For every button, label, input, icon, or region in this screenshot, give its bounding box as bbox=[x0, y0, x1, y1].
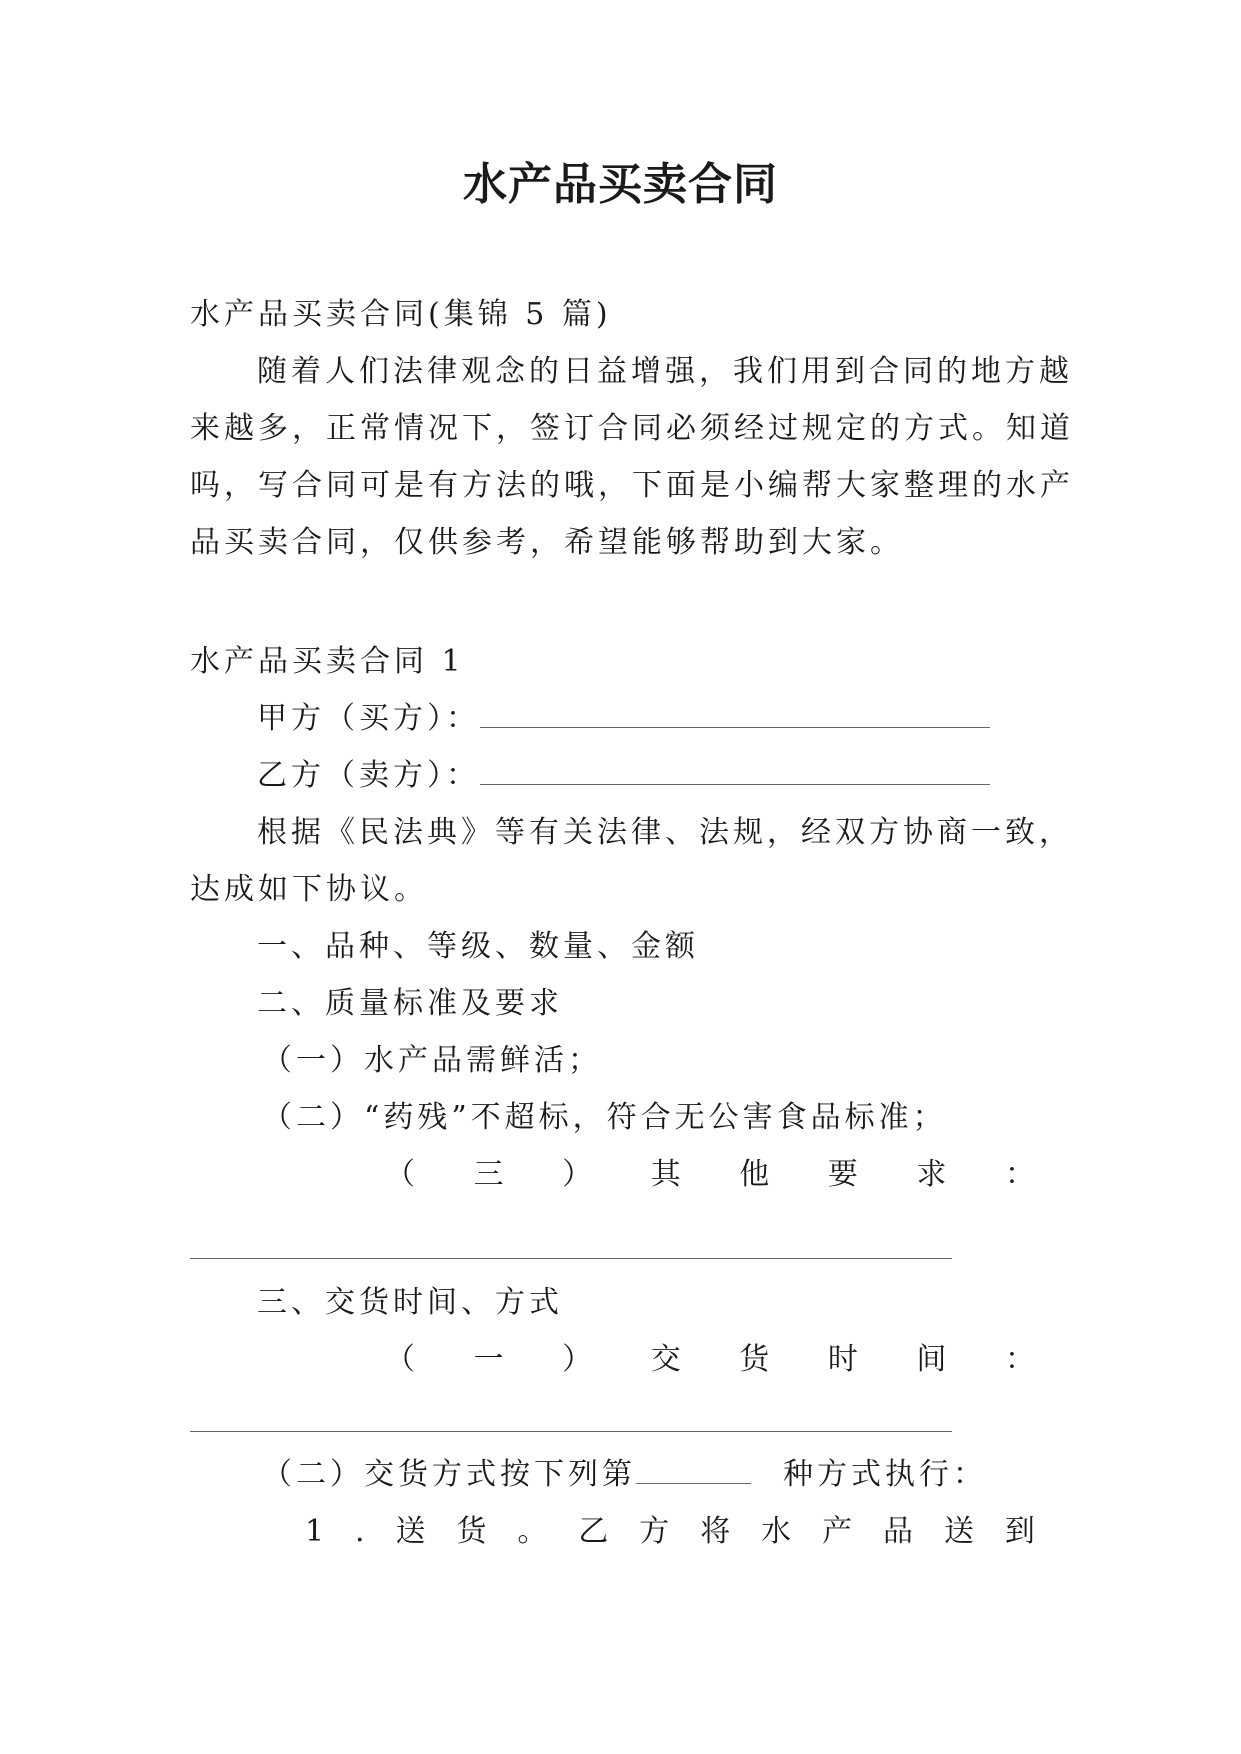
char: ） bbox=[562, 1157, 593, 1192]
char: ） bbox=[562, 1342, 593, 1377]
char: ： bbox=[1004, 1157, 1035, 1192]
party-b-line bbox=[257, 756, 990, 796]
char: 三 bbox=[473, 1157, 504, 1192]
document-subtitle: 水产品买卖合同(集锦 5 篇) bbox=[190, 297, 612, 332]
char: 品 bbox=[883, 1514, 914, 1549]
char: 乙 bbox=[578, 1514, 609, 1549]
party-a-label: 甲方（买方）： bbox=[257, 701, 480, 736]
intro-line-4: 品买卖合同，仅供参考，希望能够帮助到大家。 bbox=[190, 525, 904, 560]
intro-line-3: 吗，写合同可是有方法的哦，下面是小编帮大家整理的水产 bbox=[190, 468, 1074, 503]
char: 货 bbox=[456, 1514, 487, 1549]
document-title: 水产品买卖合同 bbox=[463, 159, 778, 210]
clause-3: 三、交货时间、方式 bbox=[257, 1285, 563, 1320]
clause-1: 一、品种、等级、数量、金额 bbox=[257, 929, 699, 964]
char: 到 bbox=[1004, 1514, 1035, 1549]
char: 其 bbox=[650, 1157, 681, 1192]
char: 他 bbox=[739, 1157, 770, 1192]
char: 一 bbox=[473, 1342, 504, 1377]
intro-line-2: 来越多，正常情况下，签订合同必须经过规定的方式。知道 bbox=[190, 411, 1074, 446]
char: 产 bbox=[822, 1514, 853, 1549]
other-requirements-blank[interactable] bbox=[190, 1258, 952, 1259]
party-b-label: 乙方（卖方）： bbox=[257, 758, 480, 793]
char: （ bbox=[385, 1157, 415, 1192]
delivery-option-1 bbox=[305, 1512, 1035, 1552]
char: 1 bbox=[305, 1514, 325, 1549]
char: 要 bbox=[827, 1157, 858, 1192]
char: 货 bbox=[739, 1342, 770, 1377]
char: 送 bbox=[395, 1514, 426, 1549]
char: 求 bbox=[916, 1157, 947, 1192]
party-a-line bbox=[257, 699, 990, 739]
section-heading: 水产品买卖合同 1 bbox=[190, 644, 465, 679]
char: 间 bbox=[916, 1342, 947, 1377]
char: ： bbox=[1004, 1342, 1035, 1377]
delivery-method-blank[interactable] bbox=[636, 1455, 751, 1484]
char: 。 bbox=[517, 1514, 548, 1549]
delivery-time-blank[interactable] bbox=[190, 1431, 952, 1432]
char: （ bbox=[385, 1342, 415, 1377]
char: . bbox=[355, 1514, 365, 1549]
clause-2: 二、质量标准及要求 bbox=[257, 986, 563, 1021]
clause-3-item-2-suffix: 种方式执行： bbox=[783, 1457, 987, 1492]
char: 方 bbox=[639, 1514, 670, 1549]
party-b-blank[interactable] bbox=[480, 756, 990, 785]
clause-2-item-2: （二）“药残”不超标，符合无公害食品标准； bbox=[262, 1100, 947, 1135]
clause-3-item-2-prefix: （二）交货方式按下列第 bbox=[262, 1457, 636, 1492]
char: 送 bbox=[943, 1514, 974, 1549]
party-a-blank[interactable] bbox=[480, 699, 990, 728]
char: 交 bbox=[650, 1342, 681, 1377]
char: 水 bbox=[761, 1514, 792, 1549]
clause-2-item-3 bbox=[385, 1155, 1035, 1195]
clause-3-item-1 bbox=[385, 1340, 1035, 1380]
clause-3-item-2 bbox=[262, 1455, 987, 1495]
basis-line-1: 根据《民法典》等有关法律、法规，经双方协商一致， bbox=[257, 815, 1073, 850]
intro-line-1: 随着人们法律观念的日益增强，我们用到合同的地方越 bbox=[257, 354, 1073, 389]
char: 时 bbox=[827, 1342, 858, 1377]
clause-2-item-1: （一）水产品需鲜活； bbox=[262, 1043, 602, 1078]
char: 将 bbox=[700, 1514, 731, 1549]
basis-line-2: 达成如下协议。 bbox=[190, 872, 428, 907]
